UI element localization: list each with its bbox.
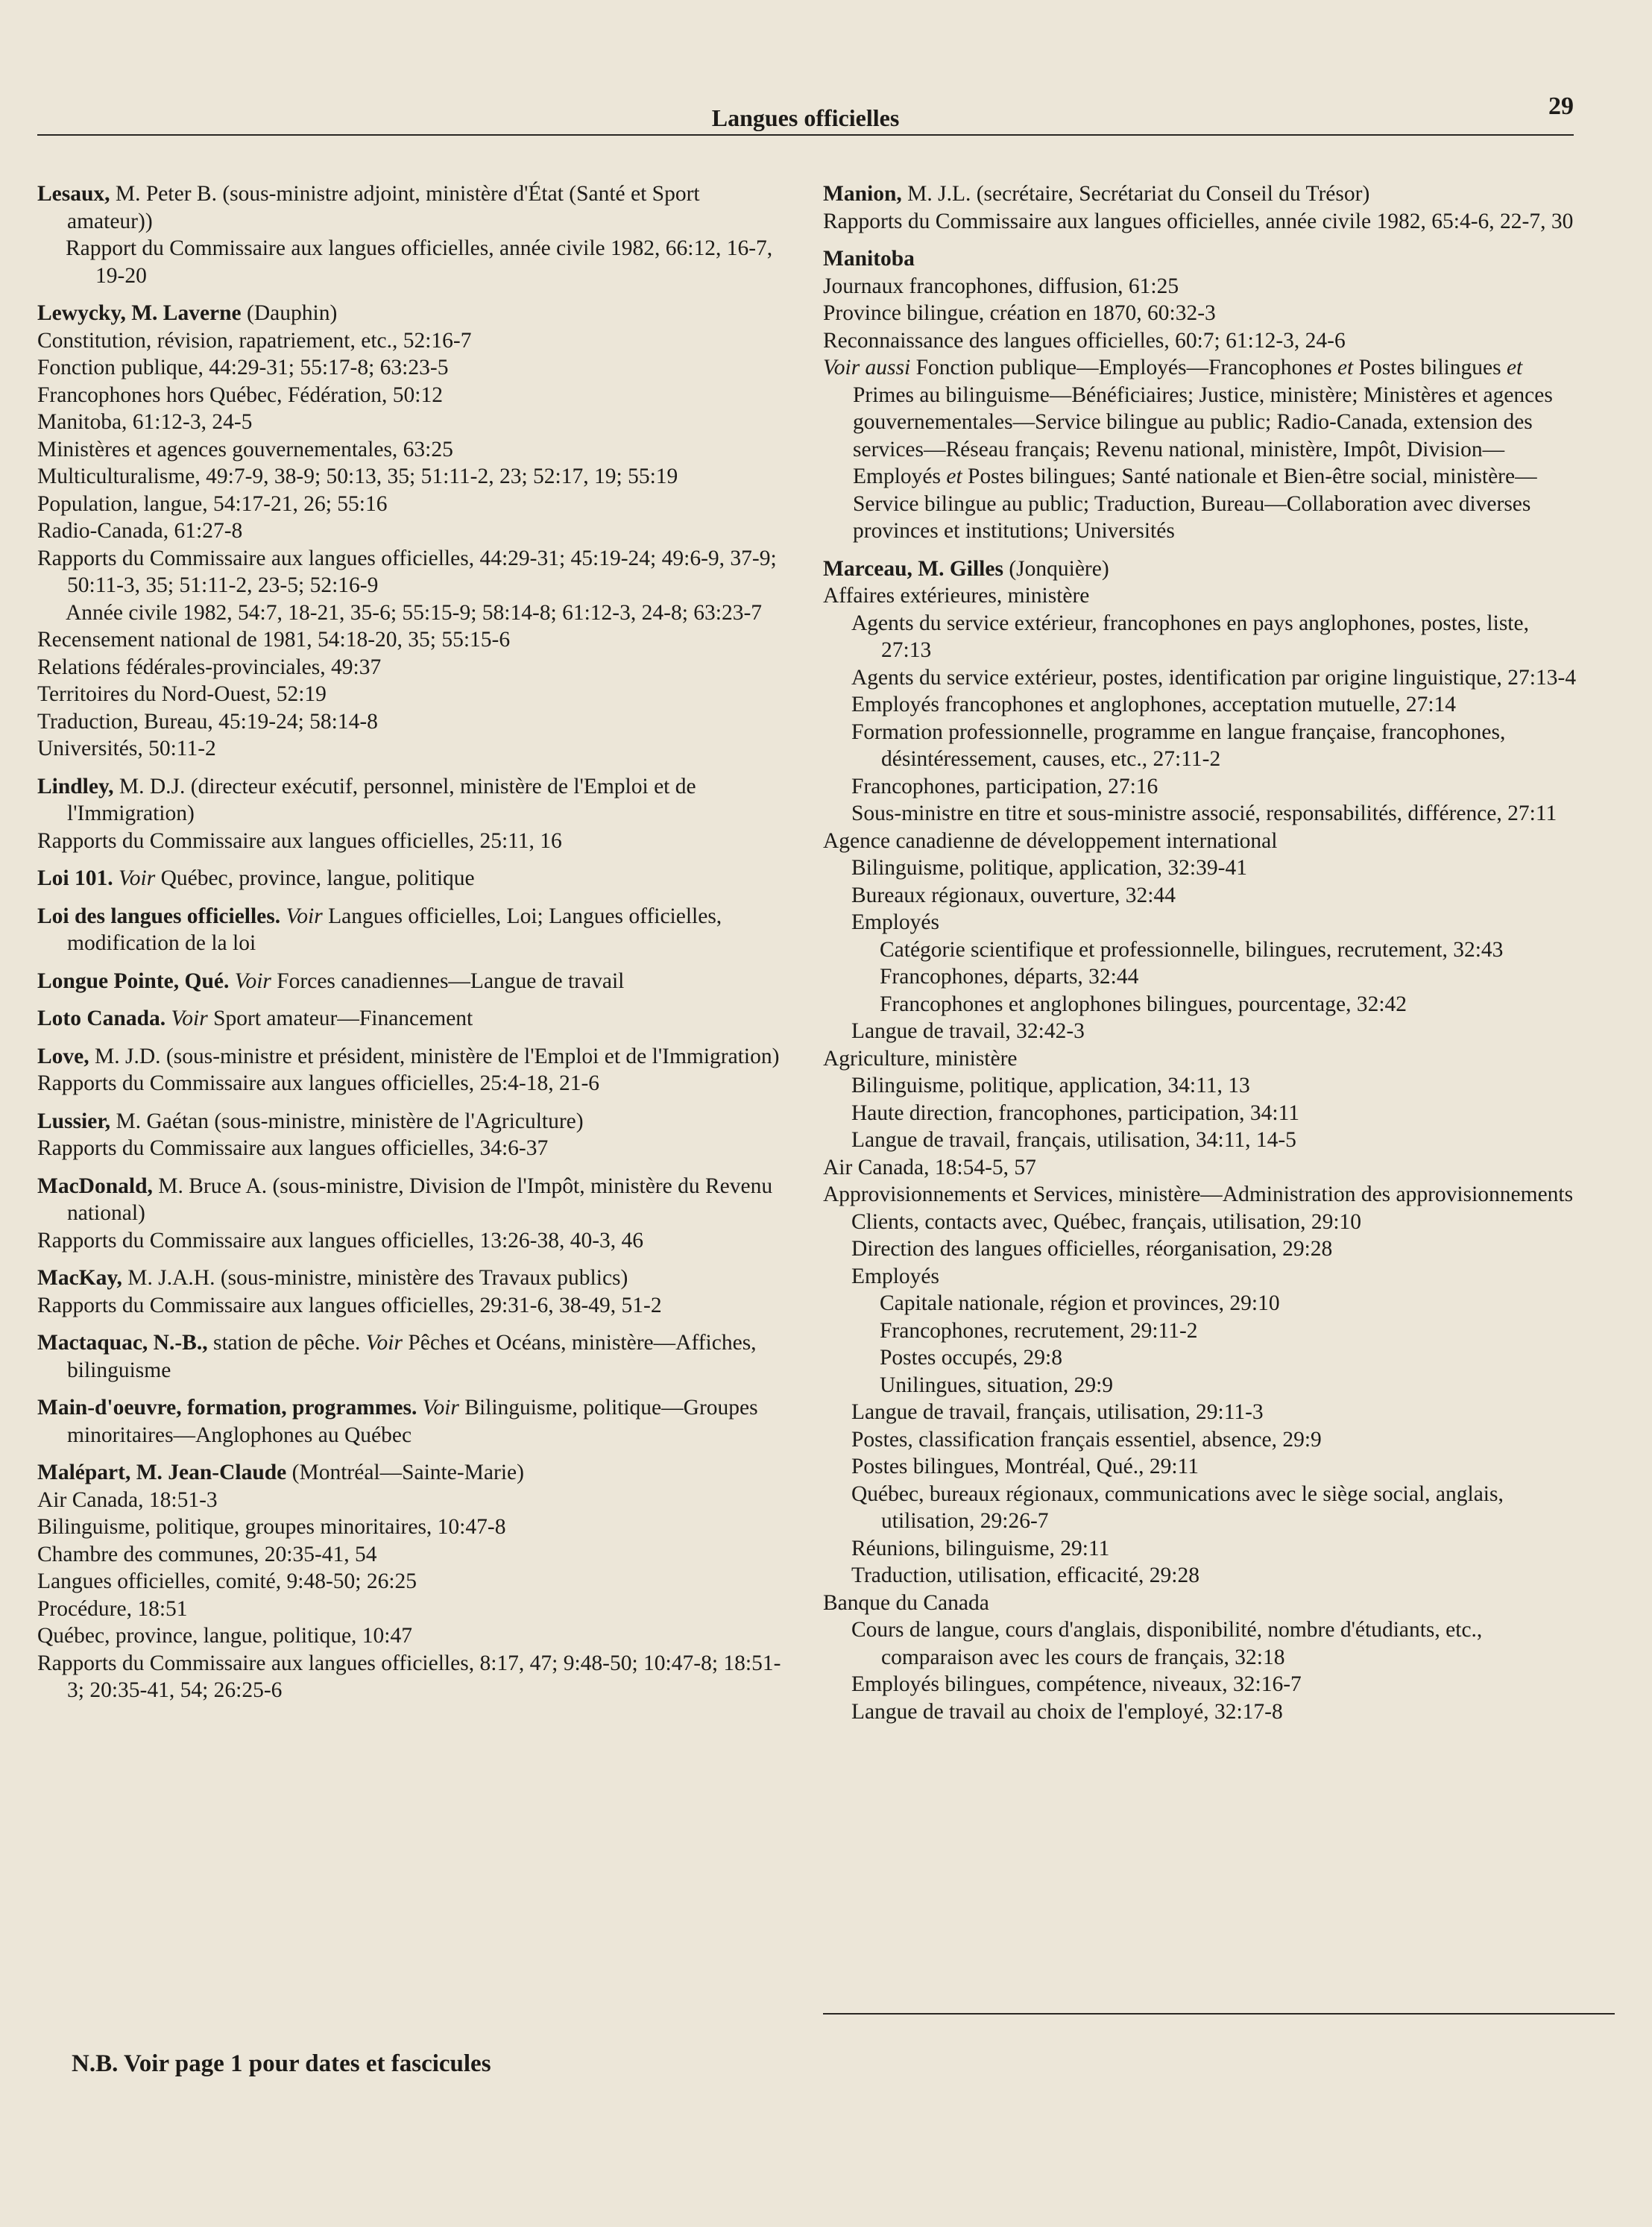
index-text: Capitale nationale, région et provinces, 29:10 [880, 1291, 1280, 1315]
index-text: Rapports du Commissaire aux langues officielles, 13:26-38, 40-3, 46 [37, 1228, 644, 1253]
index-headword: Loto Canada. [37, 1007, 166, 1030]
index-text: Postes bilingues, Montréal, Qué., 29:11 [851, 1455, 1199, 1478]
index-text: Postes bilingues [1353, 356, 1507, 379]
index-text: Agents du service extérieur, francophones en pays anglophones, postes, liste, 27:13 [851, 611, 1529, 662]
index-text: Journaux francophones, diffusion, 61:25 [823, 274, 1179, 298]
index-text: Constitution, révision, rapatriement, etc., 52:16-7 [37, 328, 472, 353]
index-entry [823, 180, 1583, 235]
index-text: Manitoba, 61:12-3, 24-5 [37, 410, 253, 434]
index-text: Bureaux régionaux, ouverture, 32:44 [851, 883, 1176, 907]
index-subentry-line [37, 517, 783, 545]
index-text: Rapports du Commissaire aux langues officielles, 29:31-6, 38-49, 51-2 [37, 1293, 662, 1317]
index-text: Québec, province, langue, politique [155, 866, 475, 890]
index-text: Chambre des communes, 20:35-41, 54 [37, 1542, 377, 1566]
index-text: Langue de travail au choix de l'employé, 32:17-8 [851, 1699, 1283, 1724]
index-subentry-line [37, 327, 783, 355]
index-subentry-line [37, 1135, 783, 1162]
index-heading-line [37, 1043, 783, 1071]
index-entry [37, 865, 783, 892]
index-text: Langues officielles, Loi; Langues officielles, modification de la loi [67, 904, 722, 955]
index-subentry-line [851, 1235, 1583, 1263]
index-text: Postes, classification français essentiel, absence, 29:9 [851, 1427, 1322, 1452]
index-subentry-line [880, 936, 1583, 964]
index-subentry-line [851, 1616, 1583, 1671]
index-headword: Loi des langues officielles. [37, 904, 281, 928]
index-subentry-line [823, 273, 1583, 300]
index-subentry-line [851, 882, 1583, 910]
index-subentry-line [851, 1127, 1583, 1154]
index-subentry-line [37, 1541, 783, 1569]
index-subentry-line [37, 735, 783, 763]
index-text: Territoires du Nord-Ouest, 52:19 [37, 682, 327, 706]
index-subentry-line [851, 800, 1583, 828]
index-heading-line [37, 180, 783, 235]
index-subentry-line [37, 1070, 783, 1097]
index-text: Ministères et agences gouvernementales, 63:25 [37, 437, 453, 462]
index-text: M. D.J. (directeur exécutif, personnel, ministère de l'Emploi et de l'Immigration) [67, 774, 696, 825]
index-subentry-line [851, 1481, 1583, 1535]
index-subentry-line [37, 1568, 783, 1596]
index-subentry-line [37, 1487, 783, 1514]
index-text: Universités, 50:11-2 [37, 737, 216, 760]
index-text: Postes bilingues; Santé nationale et Bien-être social, ministère—Service bilingue au public; Traduction, Bureau—Collaboration avec diverses provinces et institutions; Universités [853, 464, 1537, 543]
index-column-right [823, 180, 1583, 1736]
footer-rule [823, 2013, 1615, 2015]
cross-reference-marker: et [946, 464, 962, 488]
footnote: N.B. Voir page 1 pour dates et fascicules [72, 2050, 491, 2077]
index-heading-line [37, 1459, 783, 1487]
index-subentry-line [37, 626, 783, 654]
page-number: 29 [1548, 92, 1574, 120]
index-text: Réunions, bilinguisme, 29:11 [851, 1536, 1110, 1560]
index-text: Cours de langue, cours d'anglais, disponibilité, nombre d'étudiants, etc., comparaison avec les cours de français, 32:18 [851, 1618, 1483, 1669]
index-subentry-line [37, 545, 783, 599]
index-subentry-line [880, 1372, 1583, 1399]
index-text: M. J.L. (secrétaire, Secrétariat du Conseil du Trésor) [901, 182, 1370, 206]
index-text: Forces canadiennes—Langue de travail [271, 968, 625, 993]
index-entry [823, 245, 1583, 545]
index-subentry-line [851, 1698, 1583, 1726]
index-text: Direction des langues officielles, réorganisation, 29:28 [851, 1237, 1333, 1261]
index-subentry-line [823, 1045, 1583, 1073]
index-text: Province bilingue, création en 1870, 60:32-3 [823, 301, 1216, 325]
index-subentry-line [851, 1209, 1583, 1236]
index-heading-line [823, 555, 1583, 583]
index-headword: Manitoba [823, 247, 915, 271]
index-text: Approvisionnements et Services, ministère—Administration des approvisionnements [823, 1182, 1574, 1206]
index-subentry-line [37, 1650, 783, 1704]
index-heading-line [37, 1329, 783, 1384]
index-subentry-line [823, 208, 1583, 236]
index-headword: Love, [37, 1044, 89, 1068]
index-subentry-line [37, 354, 783, 382]
index-subentry-line [37, 1513, 783, 1541]
index-text: M. Bruce A. (sous-ministre, Division de l'Impôt, ministère du Revenu national) [67, 1174, 773, 1225]
index-text: Traduction, Bureau, 45:19-24; 58:14-8 [37, 709, 378, 734]
index-subentry-line [851, 1399, 1583, 1426]
index-headword: Lewycky, M. Laverne [37, 301, 242, 325]
index-text: Unilingues, situation, 29:9 [880, 1373, 1114, 1397]
index-headword: Marceau, M. Gilles [823, 556, 1003, 581]
index-subentry-line [851, 691, 1583, 719]
index-text: Haute direction, francophones, participation, 34:11 [851, 1100, 1300, 1125]
cross-reference-marker: Voir [286, 904, 323, 928]
index-headword: Loi 101. [37, 866, 113, 890]
index-subentry-line [37, 1596, 783, 1623]
index-subentry-line [37, 409, 783, 436]
index-text: Employés [851, 1264, 939, 1288]
index-heading-line [37, 865, 783, 892]
index-text: Relations fédérales-provinciales, 49:37 [37, 655, 382, 679]
index-text: Rapports du Commissaire aux langues officielles, 25:11, 16 [37, 828, 562, 853]
index-subentry-line [37, 436, 783, 464]
index-text: Francophones, départs, 32:44 [880, 965, 1139, 989]
index-headword: Mactaquac, N.-B., [37, 1331, 208, 1355]
index-subentry-line [851, 664, 1583, 692]
index-subentry-line [851, 909, 1583, 936]
index-heading-line [37, 1264, 783, 1292]
index-subentry-line [851, 1426, 1583, 1454]
index-text: Rapports du Commissaire aux langues officielles, 25:4-18, 21-6 [37, 1071, 600, 1095]
index-subentry-line [851, 773, 1583, 801]
index-text: Québec, bureaux régionaux, communications avec le siège social, anglais, utilisation, 29:26-7 [851, 1481, 1504, 1533]
index-text: Agence canadienne de développement international [823, 828, 1278, 853]
index-text: (Jonquière) [1003, 556, 1109, 581]
index-text [280, 904, 286, 928]
index-entry [37, 1173, 783, 1255]
index-subentry-line [851, 1018, 1583, 1045]
cross-reference-marker: Voir [365, 1331, 403, 1355]
index-text: Québec, province, langue, politique, 10:47 [37, 1624, 412, 1648]
index-text: Agriculture, ministère [823, 1046, 1018, 1071]
index-text: Bilinguisme, politique, groupes minoritaires, 10:47-8 [37, 1515, 506, 1539]
index-subentry-line [37, 708, 783, 736]
index-headword: Manion, [823, 182, 902, 206]
page-title: Langues officielles [711, 104, 900, 131]
index-headword: Malépart, M. Jean-Claude [37, 1461, 287, 1484]
index-entry [37, 300, 783, 763]
index-subentry-line [880, 1290, 1583, 1317]
index-text: Reconnaissance des langues officielles, 60:7; 61:12-3, 24-6 [823, 328, 1346, 353]
index-text: Rapports du Commissaire aux langues officielles, 8:17, 47; 9:48-50; 10:47-8; 18:51-3; 20:35-41, 54; 26:25-6 [37, 1651, 781, 1702]
index-text: (Dauphin) [241, 301, 338, 325]
index-text: Multiculturalisme, 49:7-9, 38-9; 50:13, 35; 51:11-2, 23; 52:17, 19; 55:19 [37, 464, 678, 488]
index-text: Bilinguisme, politique, application, 34:11, 13 [851, 1074, 1250, 1097]
index-subentry-line [851, 1100, 1583, 1127]
index-text: Air Canada, 18:54-5, 57 [823, 1155, 1036, 1179]
index-text: Primes au bilinguisme—Bénéficiaires; Justice, ministère; Ministères et agences gouvernementales—Service bilingue au public; Radio-Canada, extension des services—Réseau français; Revenu national, ministère, Impôt, Division—Employés [853, 382, 1553, 488]
index-subentry-line [823, 1590, 1583, 1617]
index-subentry-line [37, 654, 783, 681]
index-entry [37, 1394, 783, 1449]
index-entry [37, 968, 783, 995]
index-text: Employés francophones et anglophones, acceptation mutuelle, 27:14 [851, 693, 1457, 716]
page-header [37, 88, 1574, 136]
index-subentry-line [880, 991, 1583, 1018]
index-text: Rapports du Commissaire aux langues officielles, 44:29-31; 45:19-24; 49:6-9, 37-9; 50:11-3, 35; 51:11-2, 23-5; 52:16-9 [37, 546, 777, 597]
index-text: M. J.A.H. (sous-ministre, ministère des Travaux publics) [122, 1266, 628, 1290]
index-subentry-line [823, 300, 1583, 327]
index-subentry-line [823, 1154, 1583, 1182]
index-text: Langue de travail, français, utilisation, 34:11, 14-5 [851, 1128, 1296, 1152]
index-text: Agents du service extérieur, postes, identification par origine linguistique, 27:13-4 [851, 665, 1577, 690]
index-text [417, 1396, 422, 1420]
index-entry [37, 1459, 783, 1704]
index-subentry-line [37, 828, 783, 855]
index-subentry-line [37, 681, 783, 708]
index-entry [37, 1329, 783, 1384]
index-subentry-line [851, 854, 1583, 882]
index-heading-line [37, 300, 783, 327]
index-text: (Montréal—Sainte-Marie) [286, 1461, 524, 1484]
index-subentry-line [823, 327, 1583, 355]
index-headword: Lesaux, [37, 182, 110, 206]
index-headword: Main-d'oeuvre, formation, programmes. [37, 1396, 417, 1420]
index-text: Francophones, participation, 27:16 [851, 774, 1158, 798]
index-text [229, 969, 234, 993]
index-heading-line [37, 1005, 783, 1033]
index-subentry-line [851, 1562, 1583, 1590]
index-text: Francophones, recrutement, 29:11-2 [880, 1318, 1198, 1343]
index-text: Employés bilingues, compétence, niveaux, 32:16-7 [851, 1672, 1302, 1696]
index-subentry-line [823, 354, 1583, 545]
index-heading-line [37, 1394, 783, 1449]
index-text: Rapport du Commissaire aux langues officielles, année civile 1982, 66:12, 16-7, 19-20 [66, 236, 773, 288]
index-heading-line [37, 968, 783, 995]
index-subentry-line [37, 491, 783, 518]
index-text: M. J.D. (sous-ministre et président, ministère de l'Emploi et de l'Immigration) [89, 1044, 780, 1068]
index-heading-line [823, 180, 1583, 208]
index-heading-line [823, 245, 1583, 273]
index-text: Sport amateur—Financement [207, 1007, 473, 1030]
index-text: Radio-Canada, 61:27-8 [37, 519, 243, 543]
index-text: Rapports du Commissaire aux langues officielles, année civile 1982, 65:4-6, 22-7, 30 [823, 209, 1574, 233]
index-subentry-line [37, 1622, 783, 1650]
index-subentry-line [851, 610, 1583, 664]
cross-reference-marker: Voir [171, 1007, 208, 1030]
index-entry [37, 1043, 783, 1097]
index-text: station de pêche. [207, 1331, 366, 1355]
index-text: Fonction publique—Employés—Francophones [910, 356, 1337, 379]
index-subentry-line [851, 1535, 1583, 1563]
index-subentry-line [37, 1292, 783, 1320]
index-column-left [37, 180, 783, 1715]
index-subentry-line [66, 599, 783, 627]
index-text: Banque du Canada [823, 1590, 989, 1615]
index-subentry-line [851, 1263, 1583, 1291]
index-text: Langue de travail, français, utilisation, 29:11-3 [851, 1400, 1264, 1424]
index-text: Recensement national de 1981, 54:18-20, 35; 55:15-6 [37, 628, 511, 652]
index-text: Année civile 1982, 54:7, 18-21, 35-6; 55:15-9; 58:14-8; 61:12-3, 24-8; 63:23-7 [66, 600, 763, 625]
index-heading-line [37, 903, 783, 957]
index-entry [37, 903, 783, 957]
index-entry [37, 180, 783, 289]
index-subentry-line [37, 463, 783, 491]
cross-reference-marker: Voir [422, 1396, 459, 1420]
index-subentry-line [37, 382, 783, 409]
index-text: Affaires extérieures, ministère [823, 584, 1090, 608]
index-text: Formation professionnelle, programme en langue française, francophones, désintéressement, causes, etc., 27:11-2 [851, 719, 1506, 771]
cross-reference-marker: Voir [234, 968, 271, 993]
index-entry [823, 555, 1583, 1726]
index-subentry-line [851, 719, 1583, 773]
index-subentry-line [880, 963, 1583, 991]
index-text [165, 1007, 171, 1030]
index-entry [37, 773, 783, 855]
index-subentry-line [880, 1317, 1583, 1345]
index-subentry-line [37, 1227, 783, 1255]
index-text: M. Gaétan (sous-ministre, ministère de l'Agriculture) [110, 1109, 584, 1133]
index-subentry-line [880, 1344, 1583, 1372]
index-text: Employés [851, 910, 939, 934]
cross-reference-marker: et [1337, 356, 1354, 379]
index-text: Francophones et anglophones bilingues, pourcentage, 32:42 [880, 992, 1407, 1016]
index-text: Langues officielles, comité, 9:48-50; 26:25 [37, 1569, 417, 1593]
index-text [113, 866, 119, 890]
index-text: Langue de travail, 32:42-3 [851, 1019, 1085, 1043]
index-text: Catégorie scientifique et professionnelle, bilingues, recrutement, 32:43 [880, 937, 1504, 962]
index-headword: MacDonald, [37, 1174, 153, 1198]
index-text: Postes occupés, 29:8 [880, 1346, 1062, 1370]
cross-reference-marker: Voir aussi [823, 356, 911, 379]
index-text: Bilinguisme, politique—Groupes minoritaires—Anglophones au Québec [67, 1396, 758, 1447]
index-text: Procédure, 18:51 [37, 1596, 188, 1621]
index-subentry-line [851, 1671, 1583, 1698]
index-subentry-line [823, 828, 1583, 855]
index-text: Clients, contacts avec, Québec, français, utilisation, 29:10 [851, 1209, 1362, 1234]
index-text: Air Canada, 18:51-3 [37, 1487, 218, 1512]
index-subentry-line [823, 1181, 1583, 1209]
index-heading-line [37, 1108, 783, 1135]
index-entry [37, 1005, 783, 1033]
index-heading-line [37, 1173, 783, 1227]
index-subentry-line [851, 1072, 1583, 1100]
index-text: Population, langue, 54:17-21, 26; 55:16 [37, 491, 388, 516]
index-headword: Lindley, [37, 774, 114, 798]
index-text: Traduction, utilisation, efficacité, 29:28 [851, 1563, 1200, 1587]
index-text: M. Peter B. (sous-ministre adjoint, ministère d'État (Santé et Sport amateur)) [67, 182, 700, 233]
cross-reference-marker: Voir [119, 866, 156, 890]
index-text: Pêches et Océans, ministère—Affiches, bilinguisme [67, 1331, 757, 1382]
index-text: Bilinguisme, politique, application, 32:39-41 [851, 856, 1247, 880]
index-heading-line [37, 773, 783, 828]
index-headword: Longue Pointe, Qué. [37, 968, 230, 993]
index-subentry-line [851, 1453, 1583, 1481]
index-entry [37, 1264, 783, 1319]
index-text: Francophones hors Québec, Fédération, 50:12 [37, 382, 443, 407]
index-text: Rapports du Commissaire aux langues officielles, 34:6-37 [37, 1136, 549, 1160]
index-headword: Lussier, [37, 1109, 111, 1133]
index-text: Sous-ministre en titre et sous-ministre associé, responsabilités, différence, 27:11 [851, 801, 1557, 825]
index-entry [37, 1108, 783, 1162]
index-subentry-line [823, 582, 1583, 610]
index-headword: MacKay, [37, 1266, 122, 1290]
index-text: Fonction publique, 44:29-31; 55:17-8; 63:23-5 [37, 356, 449, 379]
cross-reference-marker: et [1506, 356, 1523, 379]
index-subentry-line [66, 235, 783, 289]
